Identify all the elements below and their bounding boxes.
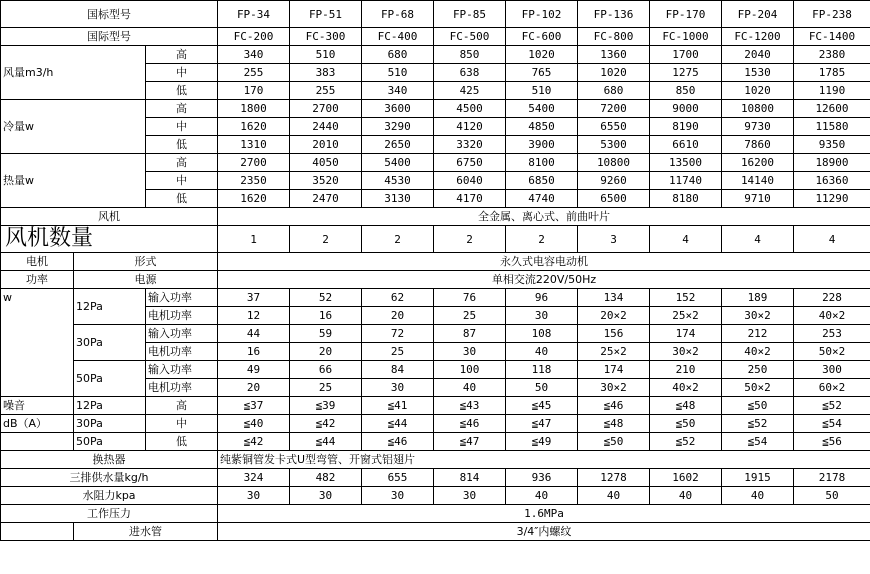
airflow-cell: 1360 xyxy=(578,46,650,64)
input-power-cell: 59 xyxy=(290,325,362,343)
water-supply-cell: 2178 xyxy=(794,469,870,487)
airflow-cell: 425 xyxy=(434,82,506,100)
noise-cell: ≦46 xyxy=(578,397,650,415)
intl-model-cell: FC-1200 xyxy=(722,28,794,46)
inlet-pipe-row xyxy=(1,523,870,541)
noise-blank xyxy=(1,433,74,451)
noise-cell: ≦44 xyxy=(290,433,362,451)
heating-cell: 4530 xyxy=(362,172,434,190)
noise-cell: ≦39 xyxy=(290,397,362,415)
cooling-cell: 3900 xyxy=(506,136,578,154)
cooling-label: 冷量w xyxy=(1,100,146,154)
motor-power-cell: 60×2 xyxy=(794,379,870,397)
input-power-cell: 253 xyxy=(794,325,870,343)
cooling-cell: 11580 xyxy=(794,118,870,136)
level-low-label: 低 xyxy=(146,136,218,154)
input-power-cell: 49 xyxy=(218,361,290,379)
input-power-cell: 189 xyxy=(722,289,794,307)
airflow-cell: 510 xyxy=(362,64,434,82)
water-resistance-cell: 40 xyxy=(506,487,578,505)
motor-power-cell: 16 xyxy=(218,343,290,361)
noise-cell: ≦43 xyxy=(434,397,506,415)
heating-cell: 6750 xyxy=(434,154,506,172)
water-resistance-cell: 40 xyxy=(578,487,650,505)
noise-label: 噪音 xyxy=(1,397,74,415)
motor-power-cell: 40 xyxy=(434,379,506,397)
input-power-cell: 134 xyxy=(578,289,650,307)
heating-cell: 6040 xyxy=(434,172,506,190)
motor-power-label: 电机功率 xyxy=(146,379,218,397)
model-cell: FP-68 xyxy=(362,1,434,28)
input-power-cell: 96 xyxy=(506,289,578,307)
heating-cell: 4170 xyxy=(434,190,506,208)
motor-power-cell: 40×2 xyxy=(722,343,794,361)
input-power-cell: 212 xyxy=(722,325,794,343)
water-resistance-row xyxy=(1,487,870,505)
fan-count-cell: 2 xyxy=(362,226,434,253)
airflow-cell: 1020 xyxy=(578,64,650,82)
intl-model-cell: FC-600 xyxy=(506,28,578,46)
water-supply-cell: 1915 xyxy=(722,469,794,487)
cooling-cell: 2010 xyxy=(290,136,362,154)
power-label: 功率 xyxy=(1,271,74,289)
intl-model-cell: FC-1400 xyxy=(794,28,870,46)
motor-power-cell: 25×2 xyxy=(650,307,722,325)
noise-cell: ≦44 xyxy=(362,415,434,433)
water-resistance-label: 水阻力kpa xyxy=(1,487,218,505)
heating-row-high xyxy=(1,154,870,172)
heating-cell: 18900 xyxy=(794,154,870,172)
cooling-cell: 4850 xyxy=(506,118,578,136)
heating-cell: 13500 xyxy=(650,154,722,172)
water-supply-label: 三排供水量kg/h xyxy=(1,469,218,487)
airflow-cell: 1530 xyxy=(722,64,794,82)
noise-cell: ≦56 xyxy=(794,433,870,451)
intl-model-cell: FC-400 xyxy=(362,28,434,46)
airflow-cell: 510 xyxy=(290,46,362,64)
model-cell: FP-51 xyxy=(290,1,362,28)
airflow-cell: 510 xyxy=(506,82,578,100)
noise-cell: ≦47 xyxy=(506,415,578,433)
airflow-row-high xyxy=(1,46,870,64)
noise-cell: ≦52 xyxy=(722,415,794,433)
airflow-cell: 383 xyxy=(290,64,362,82)
heating-cell: 2350 xyxy=(218,172,290,190)
water-resistance-cell: 50 xyxy=(794,487,870,505)
motor-power-label: 电机功率 xyxy=(146,343,218,361)
noise-cell: ≦50 xyxy=(722,397,794,415)
input-power-cell: 174 xyxy=(650,325,722,343)
model-cell: FP-85 xyxy=(434,1,506,28)
motor-power-cell: 30×2 xyxy=(578,379,650,397)
power-row-p50-input xyxy=(1,361,870,379)
cooling-cell: 7860 xyxy=(722,136,794,154)
input-power-cell: 228 xyxy=(794,289,870,307)
fan-count-cell: 2 xyxy=(434,226,506,253)
heating-cell: 5400 xyxy=(362,154,434,172)
noise-row-r3 xyxy=(1,433,870,451)
airflow-cell: 255 xyxy=(218,64,290,82)
cooling-cell: 2650 xyxy=(362,136,434,154)
intl-model-label: 国际型号 xyxy=(1,28,218,46)
airflow-label: 风量m3/h xyxy=(1,46,146,100)
water-supply-cell: 814 xyxy=(434,469,506,487)
cooling-cell: 4500 xyxy=(434,100,506,118)
motor-form-value: 永久式电容电动机 xyxy=(218,253,870,271)
motor-power-cell: 30×2 xyxy=(650,343,722,361)
motor-power-cell: 25 xyxy=(290,379,362,397)
intl-model-row xyxy=(1,28,870,46)
motor-power-cell: 40×2 xyxy=(794,307,870,325)
level-mid-label: 中 xyxy=(146,118,218,136)
heating-cell: 9710 xyxy=(722,190,794,208)
intl-model-cell: FC-800 xyxy=(578,28,650,46)
motor-power-cell: 50×2 xyxy=(722,379,794,397)
input-power-cell: 152 xyxy=(650,289,722,307)
fan-row xyxy=(1,208,870,226)
airflow-cell: 850 xyxy=(434,46,506,64)
heating-cell: 6850 xyxy=(506,172,578,190)
cooling-cell: 4120 xyxy=(434,118,506,136)
water-resistance-cell: 40 xyxy=(650,487,722,505)
input-power-cell: 300 xyxy=(794,361,870,379)
airflow-cell: 255 xyxy=(290,82,362,100)
noise-level-label: 高 xyxy=(146,397,218,415)
noise-cell: ≦41 xyxy=(362,397,434,415)
level-mid-label: 中 xyxy=(146,64,218,82)
water-resistance-cell: 30 xyxy=(218,487,290,505)
model-cell: FP-170 xyxy=(650,1,722,28)
power-row-p30-input xyxy=(1,325,870,343)
model-cell: FP-204 xyxy=(722,1,794,28)
cooling-cell: 1800 xyxy=(218,100,290,118)
working-pressure-label: 工作压力 xyxy=(1,505,218,523)
heat-exchanger-row xyxy=(1,451,870,469)
water-resistance-cell: 30 xyxy=(290,487,362,505)
airflow-cell: 1700 xyxy=(650,46,722,64)
input-power-cell: 108 xyxy=(506,325,578,343)
airflow-cell: 2040 xyxy=(722,46,794,64)
heating-cell: 16200 xyxy=(722,154,794,172)
power-source-value: 单相交流220V/50Hz xyxy=(218,271,870,289)
cooling-cell: 6550 xyxy=(578,118,650,136)
airflow-cell: 1275 xyxy=(650,64,722,82)
cooling-cell: 6610 xyxy=(650,136,722,154)
level-low-label: 低 xyxy=(146,190,218,208)
noise-cell: ≦48 xyxy=(650,397,722,415)
model-cell: FP-238 xyxy=(794,1,870,28)
heating-cell: 8100 xyxy=(506,154,578,172)
motor-power-cell: 30×2 xyxy=(722,307,794,325)
cooling-cell: 1310 xyxy=(218,136,290,154)
motor-power-cell: 30 xyxy=(434,343,506,361)
motor-power-cell: 25 xyxy=(434,307,506,325)
heating-cell: 16360 xyxy=(794,172,870,190)
motor-power-cell: 40×2 xyxy=(650,379,722,397)
motor-power-label: 电机功率 xyxy=(146,307,218,325)
water-resistance-cell: 30 xyxy=(362,487,434,505)
motor-power-cell: 20×2 xyxy=(578,307,650,325)
intl-model-cell: FC-200 xyxy=(218,28,290,46)
level-high-label: 高 xyxy=(146,100,218,118)
working-pressure-value: 1.6MPa xyxy=(218,505,870,523)
heating-cell: 8180 xyxy=(650,190,722,208)
input-power-cell: 156 xyxy=(578,325,650,343)
noise-cell: ≦54 xyxy=(794,415,870,433)
level-low-label: 低 xyxy=(146,82,218,100)
cooling-cell: 5400 xyxy=(506,100,578,118)
noise-level-label: 低 xyxy=(146,433,218,451)
airflow-cell: 638 xyxy=(434,64,506,82)
heating-label: 热量w xyxy=(1,154,146,208)
heat-exchanger-value: 纯紫铜管发卡式U型弯管、开窗式铝翅片 xyxy=(218,451,870,469)
noise-cell: ≦50 xyxy=(650,415,722,433)
motor-power-cell: 25 xyxy=(362,343,434,361)
water-supply-row xyxy=(1,469,870,487)
input-power-cell: 174 xyxy=(578,361,650,379)
input-power-cell: 118 xyxy=(506,361,578,379)
cooling-cell: 3600 xyxy=(362,100,434,118)
heating-cell: 4740 xyxy=(506,190,578,208)
fan-count-cell: 2 xyxy=(506,226,578,253)
pressure-label: 12Pa xyxy=(74,289,146,325)
model-label: 国标型号 xyxy=(1,1,218,28)
heating-cell: 9260 xyxy=(578,172,650,190)
motor-power-cell: 50×2 xyxy=(794,343,870,361)
level-high-label: 高 xyxy=(146,46,218,64)
input-power-label: 输入功率 xyxy=(146,361,218,379)
input-power-cell: 37 xyxy=(218,289,290,307)
noise-pressure-label: 12Pa xyxy=(74,397,146,415)
input-power-cell: 66 xyxy=(290,361,362,379)
heating-cell: 1620 xyxy=(218,190,290,208)
noise-cell: ≦42 xyxy=(290,415,362,433)
heating-cell: 3520 xyxy=(290,172,362,190)
noise-cell: ≦46 xyxy=(434,415,506,433)
airflow-cell: 1020 xyxy=(722,82,794,100)
motor-power-cell: 20 xyxy=(218,379,290,397)
airflow-cell: 340 xyxy=(362,82,434,100)
noise-pressure-label: 50Pa xyxy=(74,433,146,451)
inlet-pipe-blank xyxy=(1,523,74,541)
heat-exchanger-label: 换热器 xyxy=(1,451,218,469)
input-power-cell: 62 xyxy=(362,289,434,307)
cooling-cell: 7200 xyxy=(578,100,650,118)
noise-cell: ≦37 xyxy=(218,397,290,415)
noise-cell: ≦52 xyxy=(650,433,722,451)
motor-form-row xyxy=(1,253,870,271)
input-power-cell: 84 xyxy=(362,361,434,379)
heating-cell: 3130 xyxy=(362,190,434,208)
airflow-cell: 170 xyxy=(218,82,290,100)
power-unit-label: w xyxy=(1,289,74,397)
cooling-cell: 12600 xyxy=(794,100,870,118)
input-power-cell: 44 xyxy=(218,325,290,343)
cooling-cell: 2700 xyxy=(290,100,362,118)
noise-cell: ≦40 xyxy=(218,415,290,433)
input-power-label: 输入功率 xyxy=(146,325,218,343)
fan-count-cell: 1 xyxy=(218,226,290,253)
working-pressure-row xyxy=(1,505,870,523)
airflow-cell: 340 xyxy=(218,46,290,64)
fan-count-cell: 4 xyxy=(650,226,722,253)
intl-model-cell: FC-1000 xyxy=(650,28,722,46)
cooling-cell: 3320 xyxy=(434,136,506,154)
airflow-cell: 1190 xyxy=(794,82,870,100)
motor-label: 电机 xyxy=(1,253,74,271)
fan-count-cell: 3 xyxy=(578,226,650,253)
cooling-cell: 9730 xyxy=(722,118,794,136)
fan-count-label: 风机数量 xyxy=(1,226,218,253)
airflow-cell: 765 xyxy=(506,64,578,82)
fan-count-cell: 2 xyxy=(290,226,362,253)
noise-cell: ≦48 xyxy=(578,415,650,433)
pressure-label: 30Pa xyxy=(74,325,146,361)
noise-cell: ≦42 xyxy=(218,433,290,451)
input-power-cell: 100 xyxy=(434,361,506,379)
motor-form-label: 形式 xyxy=(74,253,218,271)
fan-count-row xyxy=(1,226,870,253)
heating-cell: 11740 xyxy=(650,172,722,190)
motor-power-cell: 40 xyxy=(506,343,578,361)
motor-power-cell: 20 xyxy=(290,343,362,361)
heating-cell: 14140 xyxy=(722,172,794,190)
motor-power-cell: 25×2 xyxy=(578,343,650,361)
water-resistance-cell: 30 xyxy=(434,487,506,505)
cooling-cell: 9000 xyxy=(650,100,722,118)
airflow-cell: 680 xyxy=(578,82,650,100)
airflow-cell: 1785 xyxy=(794,64,870,82)
inlet-pipe-value: 3/4″内螺纹 xyxy=(218,523,870,541)
cooling-cell: 1620 xyxy=(218,118,290,136)
power-row-p12-input xyxy=(1,289,870,307)
motor-power-cell: 30 xyxy=(506,307,578,325)
water-supply-cell: 1602 xyxy=(650,469,722,487)
fan-label: 风机 xyxy=(1,208,218,226)
water-supply-cell: 936 xyxy=(506,469,578,487)
heating-cell: 4050 xyxy=(290,154,362,172)
airflow-cell: 680 xyxy=(362,46,434,64)
heating-cell: 2470 xyxy=(290,190,362,208)
noise-cell: ≦49 xyxy=(506,433,578,451)
noise-row-r1 xyxy=(1,397,870,415)
input-power-cell: 52 xyxy=(290,289,362,307)
inlet-pipe-label: 进水管 xyxy=(74,523,218,541)
cooling-cell: 5300 xyxy=(578,136,650,154)
noise-unit-label: dB（A） xyxy=(1,415,74,433)
noise-cell: ≦45 xyxy=(506,397,578,415)
noise-cell: ≦54 xyxy=(722,433,794,451)
level-mid-label: 中 xyxy=(146,172,218,190)
model-cell: FP-136 xyxy=(578,1,650,28)
cooling-cell: 9350 xyxy=(794,136,870,154)
input-power-cell: 210 xyxy=(650,361,722,379)
cooling-cell: 8190 xyxy=(650,118,722,136)
motor-power-cell: 20 xyxy=(362,307,434,325)
water-supply-cell: 655 xyxy=(362,469,434,487)
level-high-label: 高 xyxy=(146,154,218,172)
cooling-row-high xyxy=(1,100,870,118)
input-power-cell: 87 xyxy=(434,325,506,343)
input-power-label: 输入功率 xyxy=(146,289,218,307)
fan-count-cell: 4 xyxy=(722,226,794,253)
motor-power-cell: 50 xyxy=(506,379,578,397)
input-power-cell: 250 xyxy=(722,361,794,379)
intl-model-cell: FC-300 xyxy=(290,28,362,46)
motor-power-cell: 16 xyxy=(290,307,362,325)
model-cell: FP-34 xyxy=(218,1,290,28)
motor-power-cell: 30 xyxy=(362,379,434,397)
power-source-label: 电源 xyxy=(74,271,218,289)
input-power-cell: 72 xyxy=(362,325,434,343)
noise-pressure-label: 30Pa xyxy=(74,415,146,433)
noise-level-label: 中 xyxy=(146,415,218,433)
noise-row-r2 xyxy=(1,415,870,433)
water-supply-cell: 482 xyxy=(290,469,362,487)
water-supply-cell: 1278 xyxy=(578,469,650,487)
heating-cell: 10800 xyxy=(578,154,650,172)
input-power-cell: 76 xyxy=(434,289,506,307)
airflow-cell: 2380 xyxy=(794,46,870,64)
noise-cell: ≦47 xyxy=(434,433,506,451)
fan-type-value: 全金属、离心式、前曲叶片 xyxy=(218,208,870,226)
motor-power-cell: 12 xyxy=(218,307,290,325)
water-supply-cell: 324 xyxy=(218,469,290,487)
noise-cell: ≦52 xyxy=(794,397,870,415)
noise-cell: ≦46 xyxy=(362,433,434,451)
power-source-row xyxy=(1,271,870,289)
model-row xyxy=(1,1,870,28)
water-resistance-cell: 40 xyxy=(722,487,794,505)
fan-count-cell: 4 xyxy=(794,226,870,253)
airflow-cell: 1020 xyxy=(506,46,578,64)
airflow-cell: 850 xyxy=(650,82,722,100)
pressure-label: 50Pa xyxy=(74,361,146,397)
noise-cell: ≦50 xyxy=(578,433,650,451)
cooling-cell: 3290 xyxy=(362,118,434,136)
cooling-cell: 2440 xyxy=(290,118,362,136)
intl-model-cell: FC-500 xyxy=(434,28,506,46)
heating-cell: 6500 xyxy=(578,190,650,208)
heating-cell: 2700 xyxy=(218,154,290,172)
model-cell: FP-102 xyxy=(506,1,578,28)
heating-cell: 11290 xyxy=(794,190,870,208)
cooling-cell: 10800 xyxy=(722,100,794,118)
